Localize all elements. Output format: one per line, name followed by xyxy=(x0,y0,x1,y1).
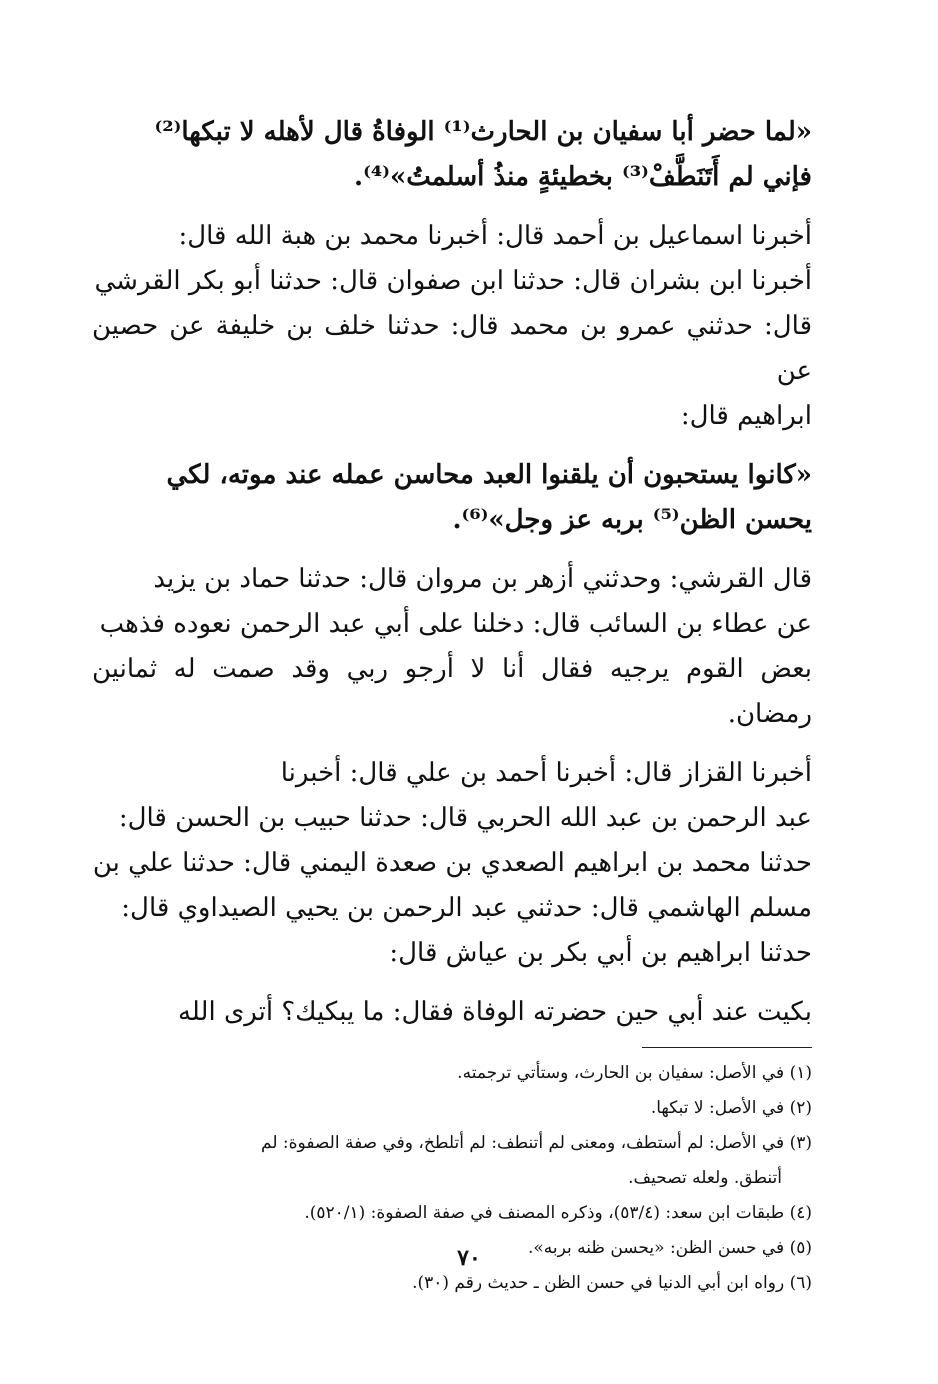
text-line: حدثنا ابراهيم بن أبي بكر بن عياش قال: xyxy=(389,938,812,968)
footnote-1: (١) في الأصل: سفيان بن الحارث، وستأتي ترجمته. xyxy=(457,1063,812,1083)
footnote-6: (٦) رواه ابن أبي الدنيا في حسن الظن ـ حديث رقم (٣٠). xyxy=(412,1273,812,1293)
text-line: قال: حدثني عمرو بن محمد قال: حدثنا خلف بن خليفة عن حصين عن xyxy=(92,311,812,386)
text-line: أخبرنا اسماعيل بن أحمد قال: أخبرنا محمد بن هبة الله قال: xyxy=(178,221,812,251)
footnote-3-continued: أتنطق. ولعله تصحيف. xyxy=(628,1168,782,1188)
text-line: «كانوا يستحبون أن يلقنوا العبد محاسن عمله عند موته، لكي xyxy=(166,460,812,490)
paragraph-5 xyxy=(92,751,812,976)
paragraph-6 xyxy=(92,990,812,1035)
text-line: فإني لم أَتَنَطَّفْ⁽³⁾ بخطيئةٍ منذُ أسلمتُ»⁽⁴⁾. xyxy=(354,162,812,192)
text-line: بعض القوم يرجيه فقال أنا لا أرجو ربي وقد صمت له ثمانين رمضان. xyxy=(92,654,812,729)
text-line: عبد الرحمن بن عبد الله الحربي قال: حدثنا حبيب بن الحسن قال: xyxy=(118,803,812,833)
text-line: يحسن الظن⁽⁵⁾ بربه عز وجل»⁽⁶⁾. xyxy=(452,505,812,535)
paragraph-3 xyxy=(92,453,812,543)
text-line: «لما حضر أبا سفيان بن الحارث⁽¹⁾ الوفاةُ قال لأهله لا تبكها⁽²⁾ xyxy=(154,117,812,147)
page-number: ٧٠ xyxy=(457,1245,481,1271)
text-line: أخبرنا القزاز قال: أخبرنا أحمد بن علي قال: أخبرنا xyxy=(280,758,812,788)
footnote-5: (٥) في حسن الظن: «يحسن ظنه بربه». xyxy=(527,1238,812,1258)
text-line: أخبرنا ابن بشران قال: حدثنا ابن صفوان قال: حدثنا أبو بكر القرشي xyxy=(94,266,812,296)
paragraph-4 xyxy=(92,557,812,737)
text-line: حدثنا محمد بن ابراهيم الصعدي بن صعدة اليمني قال: حدثنا علي بن xyxy=(92,848,812,878)
text-line: مسلم الهاشمي قال: حدثني عبد الرحمن بن يحيي الصيداوي قال: xyxy=(121,893,812,923)
paragraph-1 xyxy=(92,110,812,200)
text-line: بكيت عند أبي حين حضرته الوفاة فقال: ما يبكيك؟ أترى الله xyxy=(177,997,812,1027)
text-line: قال القرشي: وحدثني أزهر بن مروان قال: حدثنا حماد بن يزيد xyxy=(153,564,812,594)
text-line: ابراهيم قال: xyxy=(680,401,812,431)
footnote-divider xyxy=(642,1047,812,1048)
text-line: عن عطاء بن السائب قال: دخلنا على أبي عبد الرحمن نعوده فذهب xyxy=(99,609,812,639)
footnote-2: (٢) في الأصل: لا تبكها. xyxy=(650,1098,812,1118)
footnote-3: (٣) في الأصل: لم أستطف، ومعنى لم أتنطف: لم أتلطخ، وفي صفة الصفوة: لم xyxy=(261,1133,812,1153)
footnote-4: (٤) طبقات ابن سعد: (٥٣/٤)، وذكره المصنف في صفة الصفوة: (٥٢٠/١). xyxy=(304,1203,812,1223)
paragraph-2 xyxy=(92,214,812,439)
page-body xyxy=(92,110,812,1301)
